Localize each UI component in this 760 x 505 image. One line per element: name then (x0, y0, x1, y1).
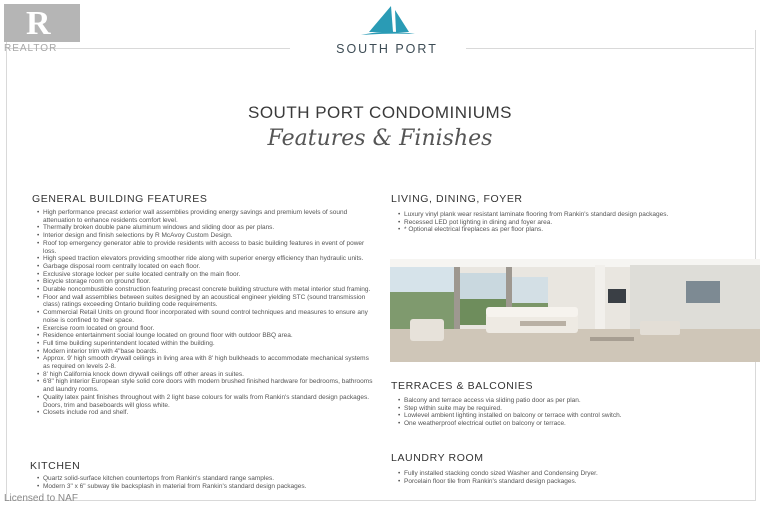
bullet-icon: • (37, 270, 40, 278)
feature-item (34, 348, 374, 356)
feature-text: Modern 3" x 6" subway tile backsplash in material from Rankin's standard design packages. (43, 482, 307, 490)
bullet-icon: • (37, 378, 40, 386)
feature-text: Recessed LED pot lighting in dining and foyer area. (404, 218, 553, 226)
feature-text: Lowlevel ambient lighting installed on balcony or terrace with control switch. (404, 412, 622, 420)
feature-item (34, 209, 374, 224)
feature-text: Bicycle storage room on ground floor. (43, 278, 151, 286)
bullet-icon: • (37, 278, 40, 286)
feature-text: * Optional electrical fireplaces as per floor plans. (404, 226, 544, 234)
feature-text: Garbage disposal room centrally located on each floor. (43, 262, 201, 270)
feature-text: Approx. 9' high smooth drywall ceilings in living area with 8' high bulkheads to accommodate mechanical systems as required on levels 2-8. (43, 355, 369, 371)
feature-item (34, 371, 374, 379)
bullet-icon: • (37, 370, 40, 378)
feature-item (34, 475, 354, 483)
feature-item (395, 412, 735, 420)
bullet-icon: • (37, 232, 40, 240)
feature-item (395, 397, 735, 405)
feature-text: One weatherproof electrical outlet on balcony or terrace. (404, 420, 566, 428)
feature-text: Quartz solid-surface kitchen countertops from Rankin's standard range samples. (43, 475, 275, 482)
living-room-image (390, 259, 760, 362)
south-port-logo (312, 4, 462, 56)
feature-text: Porcelain floor tile from Rankin's standard design packages. (404, 477, 577, 485)
feature-text: Balcony and terrace access via sliding patio door as per plan. (404, 397, 581, 404)
bullet-icon: • (398, 412, 401, 420)
bullet-icon: • (37, 262, 40, 270)
feature-item (34, 294, 374, 309)
bullet-icon: • (398, 470, 401, 477)
bullet-icon: • (37, 324, 40, 332)
feature-text: Thermally broken double pane aluminum windows and sliding door as per plans. (43, 224, 275, 232)
feature-item (34, 309, 374, 324)
feature-text: Quality latex paint finishes throughout with 2 light base colours for walls from Rankin's standard design packages. Doors, trim and baseboards will gloss white. (43, 393, 370, 409)
laundry-heading: LAUNDRY ROOM (391, 452, 484, 464)
bullet-icon: • (37, 286, 40, 294)
bullet-icon: • (398, 477, 401, 485)
feature-text: Luxury vinyl plank wear resistant laminate flooring from Rankin's standard design packages. (404, 211, 669, 218)
feature-item (395, 211, 735, 219)
feature-text: Modern interior trim with 4"base boards. (43, 347, 159, 355)
bullet-icon: • (398, 404, 401, 412)
bullet-icon: • (37, 475, 40, 482)
bullet-icon: • (37, 393, 40, 401)
feature-text: Floor and wall assemblies between suites designed by an acoustical engineer yielding STC (sound transmission class) ratings exceeding Ontario building code requirements. (43, 293, 366, 309)
feature-text: Exclusive storage locker per suite located centrally on the main floor. (43, 270, 241, 278)
kitchen-heading: KITCHEN (30, 460, 81, 472)
bullet-icon: • (398, 218, 401, 226)
document-subtitle: Features & Finishes (267, 126, 493, 151)
feature-item (34, 355, 374, 370)
feature-item (34, 240, 374, 255)
living-heading: LIVING, DINING, FOYER (391, 193, 523, 205)
bullet-icon: • (37, 209, 40, 216)
feature-text: Interior design and finish selections by R McAvoy Custom Design. (43, 232, 233, 240)
living-feature-list (395, 211, 735, 234)
bullet-icon: • (398, 211, 401, 218)
feature-text: 6'8" high interior European style solid core doors with modern brushed finished hardware for bedrooms, bathrooms and laundry rooms. (43, 378, 373, 394)
brand-name: SOUTH PORT (336, 42, 438, 56)
feature-item (34, 286, 374, 294)
feature-text: Residence entertainment social lounge located on ground floor with outdoor BBQ area. (43, 332, 293, 340)
feature-item (34, 263, 374, 271)
feature-text: Roof top emergency generator able to provide residents with access to basic building features in event of power loss. (43, 239, 365, 255)
bullet-icon: • (37, 409, 40, 417)
feature-item (34, 340, 374, 348)
feature-text: 8' high California knock down drywall ceilings off other areas in suites. (43, 370, 244, 378)
sailboat-icon (347, 4, 427, 40)
feature-item (34, 325, 374, 333)
document-title: SOUTH PORT CONDOMINIUMS (248, 103, 512, 122)
feature-item (395, 420, 735, 428)
feature-item (395, 405, 735, 413)
realtor-logo (4, 4, 82, 54)
bullet-icon: • (37, 355, 40, 363)
bullet-icon: • (37, 339, 40, 347)
bullet-icon: • (398, 420, 401, 428)
feature-item (34, 255, 374, 263)
general-heading: GENERAL BUILDING FEATURES (32, 193, 208, 205)
feature-item (395, 478, 735, 486)
bullet-icon: • (37, 239, 40, 247)
general-feature-list (34, 209, 374, 417)
bullet-icon: • (398, 397, 401, 404)
feature-text: Step within suite may be required. (404, 404, 502, 412)
bullet-icon: • (37, 255, 40, 263)
bullet-icon: • (37, 293, 40, 301)
feature-item (34, 224, 374, 232)
realtor-logo-text: REALTOR (4, 43, 58, 54)
feature-item (34, 232, 374, 240)
feature-item (34, 278, 374, 286)
feature-item (395, 470, 735, 478)
feature-text: Closets include rod and shelf. (43, 409, 129, 417)
bullet-icon: • (37, 224, 40, 232)
feature-text: Exercise room located on ground floor. (43, 324, 155, 332)
feature-text: Durable noncombustible construction featuring precast concrete building structure with metal interior stud framing. (43, 286, 371, 294)
bullet-icon: • (398, 226, 401, 234)
feature-text: Commercial Retail Units on ground floor incorporated with sound control techniques and measures to ensure any noise is confined to their space. (43, 309, 368, 324)
bullet-icon: • (37, 347, 40, 355)
feature-item (34, 271, 374, 279)
feature-text: Fully installed stacking condo sized Washer and Condensing Dryer. (404, 470, 598, 477)
feature-text: High speed traction elevators providing smoother ride along with superior energy efficiency than hydraulic units. (43, 255, 364, 263)
bullet-icon: • (37, 309, 40, 317)
realtor-mark-icon: R (4, 4, 80, 42)
feature-item (34, 409, 374, 417)
terraces-heading: TERRACES & BALCONIES (391, 380, 534, 392)
terraces-feature-list (395, 397, 735, 428)
living-room-photo (390, 259, 760, 362)
license-watermark: Licensed to NAF (4, 493, 78, 504)
bullet-icon: • (37, 482, 40, 490)
feature-text: High performance precast exterior wall assemblies providing energy savings and premium levels of sound attenuation to enhance residents comfort level. (43, 209, 348, 224)
laundry-feature-list (395, 470, 735, 485)
feature-text: Full time building superintendent located within the building. (43, 339, 215, 347)
kitchen-feature-list (34, 475, 354, 490)
frame-top-right (466, 48, 754, 49)
feature-item (34, 378, 374, 393)
feature-item (395, 226, 735, 234)
bullet-icon: • (37, 332, 40, 340)
feature-item (34, 394, 374, 409)
feature-item (395, 219, 735, 227)
feature-item (34, 332, 374, 340)
feature-item (34, 483, 354, 491)
